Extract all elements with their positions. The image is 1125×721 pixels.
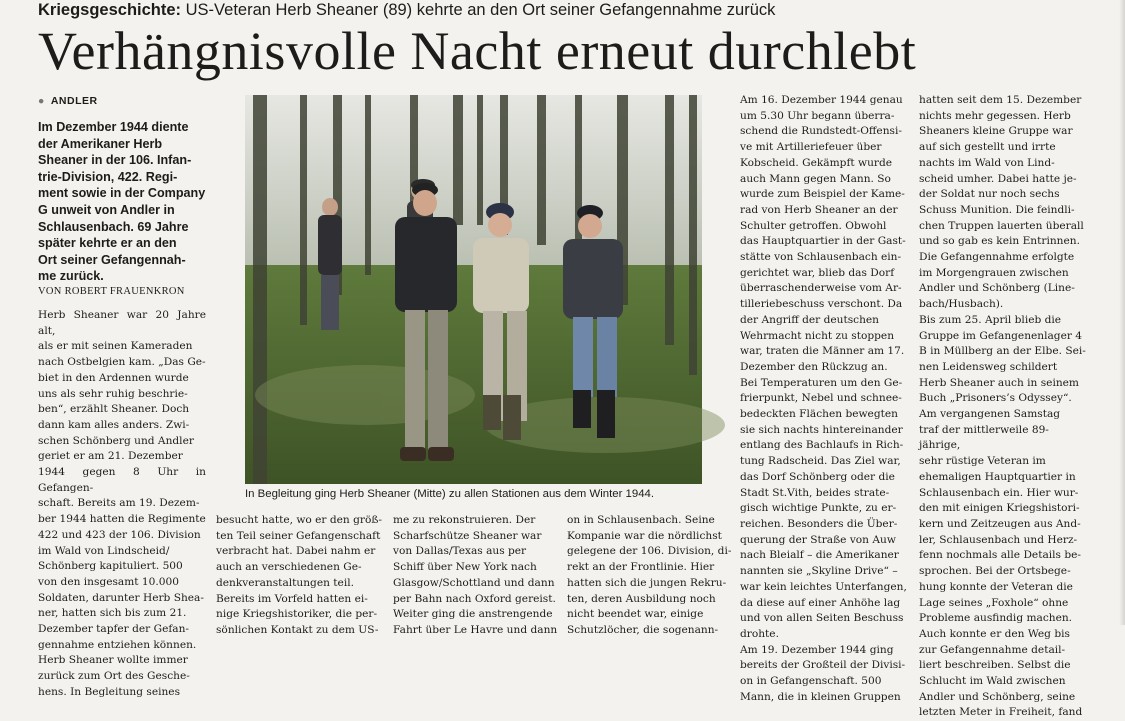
text-column-4: on in Schlausenbach. Seine Kompanie war die nördlichst gelegene der 106. Division, di- rekt an der Frontlinie. Hier hatten sich die jungen Rekru- ten, deren Ausbildung noch nicht beendet war, einige Schutzlöcher, die sogenann-: [567, 514, 732, 636]
article-teaser: Im Dezember 1944 diente der Amerikaner Herb Sheaner in der 106. Infan- trie-Division, 422. Regi- ment sowie in der Company G unweit von Andler in Schlausenbach. 69 Jahre später kehrte er an den Ort seiner Gefangennah- me zurück.: [38, 120, 206, 284]
text-column-3: me zu rekonstruieren. Der Scharfschütze Sheaner war von Dallas/Texas aus per Schiff über New York nach Glasgow/Schottland und dann per Bahn nach Oxford gereist. Weiter ging die anstrengende Fahrt über Le Havre und dann: [393, 514, 558, 636]
page-edge-shadow: [1119, 0, 1125, 625]
text-column-5: Am 16. Dezember 1944 genau um 5.30 Uhr begann überra- schend die Rundstedt-Offensi- ve mit Artilleriefeuer über Kobscheid. Gekämpft wurde auch Mann gegen Mann. So wurde zum Beispiel der Kame- rad von Herb Sheaner an der Schulter getroffen. Obwohl das Hauptquartier in der Gast- stätte von Schlausenbach ein- gerichtet war, blieb das Dorf überraschenderweise vom Ar- tilleriebeschuss verschont. Da der Angriff der deutschen Wehrmacht nicht zu stoppen war, traten die Männer am 17. Dezember den Rückzug an. Bei Temperaturen um den Ge- frierpunkt, Nebel und schnee- bedeckten Flächen bewegten sie sich nachts hintereinander entlang des Bachlaufs in Rich- tung Radscheid. Das Ziel war, das Dorf Schönberg oder die Stadt St.Vith, beides strate- gisch wichtige Punkte, zu er- reichen. Besonders die Über- querung der Straße von Auw nach Bleialf – die Amerikaner nannten sie „Skyline Drive“ – war kein leichtes Unterfangen, da diese auf einer Anhöhe lag und von allen Seiten Beschuss drohte. Am 19. Dezember 1944 ging bereits der Großteil der Divisi- on in Gefangenschaft. 500 Mann, die in kleinen Gruppen: [740, 94, 907, 703]
article-headline: Verhängnisvolle Nacht erneut durchlebt: [38, 21, 917, 81]
photo-caption: In Begleitung ging Herb Sheaner (Mitte) zu allen Stationen aus dem Winter 1944.: [245, 488, 655, 500]
kicker-text: US-Veteran Herb Sheaner (89) kehrte an den Ort seiner Gefangennahme zurück: [185, 1, 776, 19]
article-photo: [245, 95, 702, 484]
text-column-1: Herb Sheaner war 20 Jahre alt, als er mit seinen Kameraden nach Ostbelgien kam. „Das Ge- biet in den Ardennen wurde uns als sehr ruhig beschrie- ben“, erzählt Sheaner. Doch dann kam alles anders. Zwi- schen Schönberg und Andler geriet er am 21. Dezember 1944 gegen 8 Uhr in Gefangen- schaft. Bereits am 19. Dezem- ber 1944 hatten die Regimente 422 und 423 der 106. Division im Wald von Lindscheid/ Schönberg kapituliert. 500 von den insgesamt 10.000 Soldaten, darunter Herb Shea- ner, hatten sich bis zum 21. Dezember tapfer der Gefan- gennahme entziehen können. Herb Sheaner wollte immer zurück zum Ort des Gesche- hens. In Begleitung seines: [38, 309, 206, 698]
forest-photo-illustration: [245, 95, 702, 484]
kicker-label: Kriegsgeschichte:: [38, 1, 182, 19]
author-byline: VON ROBERT FRAUENKRON: [38, 286, 185, 297]
bullet-icon: ●: [38, 95, 45, 107]
dateline-text: ANDLER: [50, 95, 98, 107]
dateline: [38, 95, 98, 107]
kicker-line: [38, 0, 775, 22]
text-column-2: besucht hatte, wo er den größ- ten Teil seiner Gefangenschaft verbracht hat. Dabei nahm er auch an verschiedenen Ge- denkveranstaltungen teil. Bereits im Vorfeld hatten ei- nige Kriegshistoriker, die per- sönlichen Kontakt zu dem US-: [216, 514, 382, 636]
text-column-6: hatten seit dem 15. Dezember nichts mehr gegessen. Herb Sheaners kleine Gruppe war auf sich gestellt und irrte nachts im Wald von Lind- scheid umher. Dabei hatte je- der Soldat nur noch sechs Schuss Munition. Die feindli- chen Truppen lauerten überall und so gab es kein Entrinnen. Die Gefangennahme erfolgte im Morgengrauen zwischen Andler und Schönberg (Line- bach/Husbach). Bis zum 25. April blieb die Gruppe im Gefangenenlager 4 B in Müllberg an der Elbe. Sei- nen Leidensweg schildert Herb Sheaner auch in seinem Buch „Prisoners’s Odyssey“. Am vergangenen Samstag traf der mittlerweile 89-jährige, sehr rüstige Veteran im ehemaligen Hauptquartier in Schlausenbach ein. Hier wur- den mit einigen Kriegshistori- kern und Zeitzeugen aus And- ler, Schlausenbach und Herz- fenn nochmals alle Details be- sprochen. Bei der Ortsbege- hung konnte der Veteran die Lage seines „Foxhole“ ohne Probleme ausfindig machen. Auch konnte er den Weg bis zur Gefangennahme detail- liert beschreiben. Selbst die Schlucht im Wald zwischen Andler und Schönberg, seine letzten Meter in Freiheit, fand: [919, 94, 1086, 719]
